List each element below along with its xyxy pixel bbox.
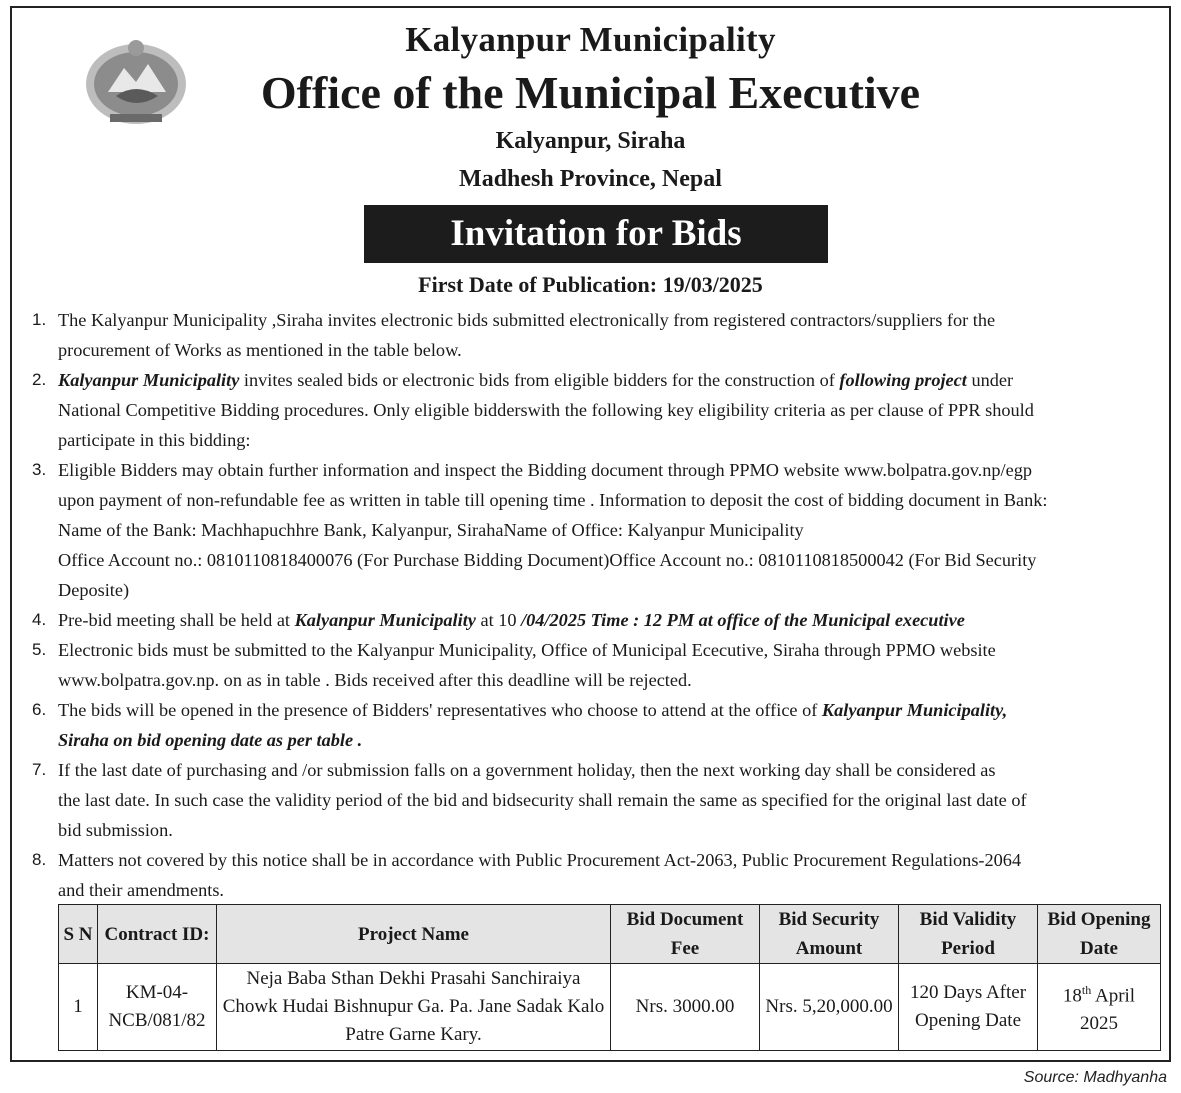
- cell-project: Neja Baba Sthan Dekhi Prasahi Sanchiraiya Chowk Hudai Bishnupur Ga. Pa. Jane Sadak Kalo Patre Garne Kary.: [217, 964, 611, 1051]
- list-item: 1. The Kalyanpur Municipality ,Siraha invites electronic bids submitted electronically from registered contractors/suppliers for the procurement of Works as mentioned in the table below.: [32, 310, 996, 360]
- list-item: 8. Matters not covered by this notice shall be in accordance with Public Procurement Act-2063, Public Procurement Regulations-2064 and their amendments.: [32, 850, 1022, 900]
- office-location: Kalyanpur, Siraha: [495, 128, 686, 154]
- office-province: Madhesh Province, Nepal: [459, 166, 722, 192]
- list-item: 4. Pre-bid meeting shall be held at Kalyanpur Municipality at 10 /04/2025 Time : 12 PM at office of the Municipal executive: [32, 610, 965, 630]
- col-project-name: Project Name: [217, 905, 611, 964]
- col-sn: S N: [59, 905, 98, 964]
- notice-items: [28, 305, 1162, 905]
- list-item: 7. If the last date of purchasing and /or submission falls on a government holiday, then the next working day shall be considered as the last date. In such case the validity period of the bid and bidsecurity shall remain the same as specified for the original last date of bid submission.: [32, 760, 1027, 840]
- table-header-row: [59, 905, 1161, 964]
- municipality-name: Kalyanpur Municipality: [405, 20, 776, 59]
- table-row: [59, 964, 1161, 1051]
- cell-sn: 1: [59, 964, 98, 1051]
- list-item: 3. Eligible Bidders may obtain further information and inspect the Bidding document through PPMO website www.bolpatra.gov.np/egp upon payment of non-refundable fee as written in table till opening time . Information to deposit the cost of bidding document in Bank: Name of the Bank: Machhapuchhre Bank, Kalyanpur, SirahaName of Office: Kalyanpur Municipality Office Account no.: 0810110818400076 (For Purchase Bidding Document)Office Account no.: 0810110818500042 (For Bid Security Deposite): [32, 460, 1048, 600]
- notice-banner: Invitation for Bids: [364, 205, 828, 263]
- cell-validity: 120 Days After Opening Date: [899, 964, 1038, 1051]
- bid-table: [58, 904, 1161, 1051]
- source-credit: Source: Madhyanha: [1023, 1069, 1167, 1086]
- cell-opening-date: 18th April 2025: [1038, 964, 1161, 1051]
- office-title: Office of the Municipal Executive: [260, 67, 921, 118]
- cell-contract-id: KM-04-NCB/081/82: [98, 964, 217, 1051]
- list-item: 2. Kalyanpur Municipality invites sealed bids or electronic bids from eligible bidders for the construction of following project under National Competitive Bidding procedures. Only eligible bidderswith the following key eligibility criteria as per clause of PPR should participate in this bidding:: [32, 370, 1034, 450]
- col-contract-id: Contract ID:: [98, 905, 217, 964]
- col-validity: Bid Validity Period: [899, 905, 1038, 964]
- cell-fee: Nrs. 3000.00: [611, 964, 760, 1051]
- list-item: 6. The bids will be opened in the presence of Bidders' representatives who choose to attend at the office of Kalyanpur Municipality, Siraha on bid opening date as per table .: [32, 700, 1008, 750]
- publication-date: First Date of Publication: 19/03/2025: [418, 272, 763, 297]
- cell-security: Nrs. 5,20,000.00: [760, 964, 899, 1051]
- col-security: Bid Security Amount: [760, 905, 899, 964]
- list-item: 5. Electronic bids must be submitted to the Kalyanpur Municipality, Office of Municipal Ececutive, Siraha through PPMO website www.bolpatra.gov.np. on as in table . Bids received after this deadline will be rejected.: [32, 640, 996, 690]
- col-doc-fee: Bid Document Fee: [611, 905, 760, 964]
- col-opening-date: Bid Opening Date: [1038, 905, 1161, 964]
